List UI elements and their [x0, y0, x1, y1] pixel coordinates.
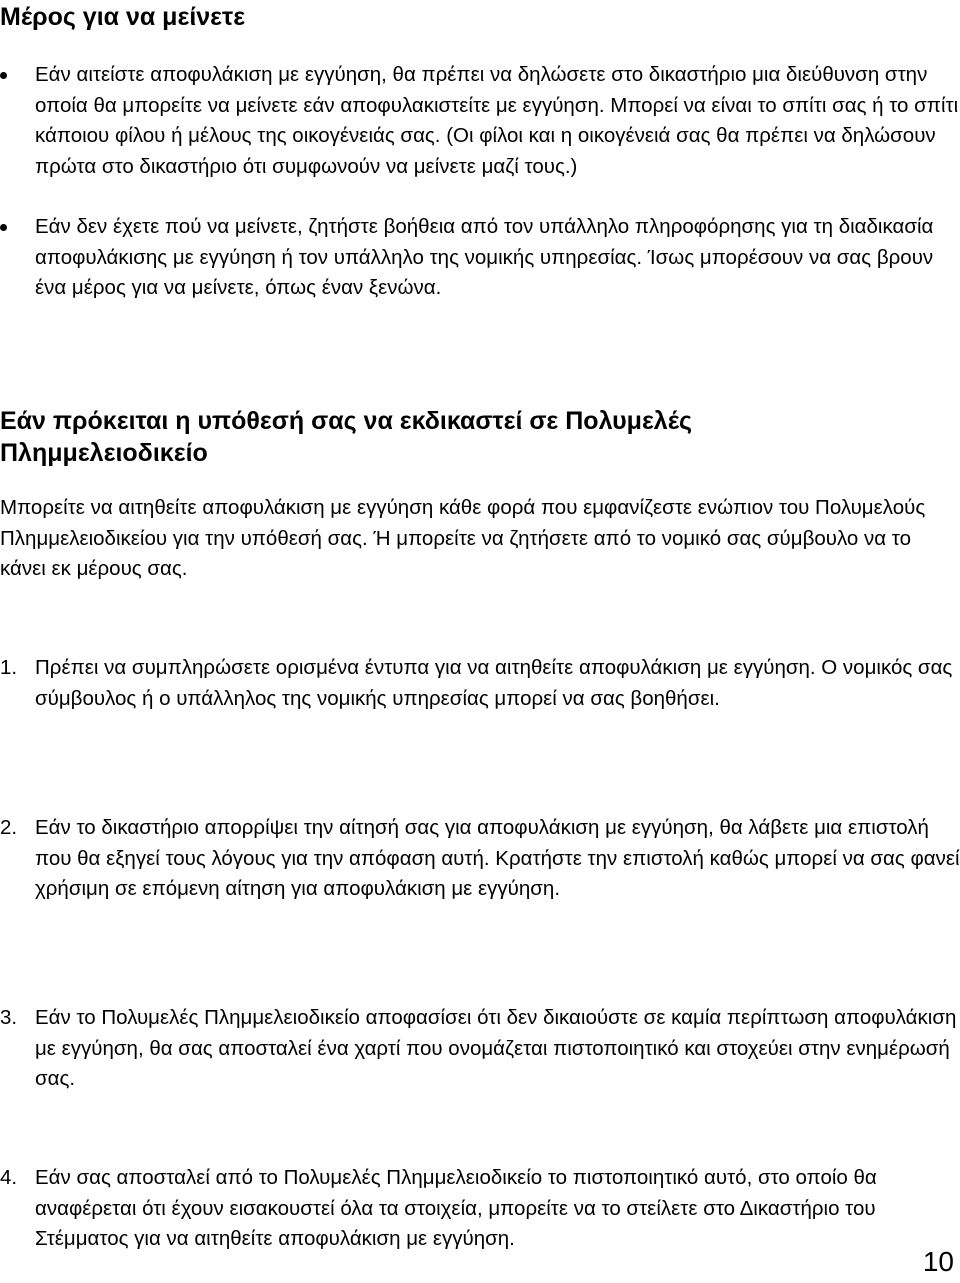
bullet-icon — [0, 224, 7, 231]
section-heading-crown-court: Εάν πρόκειται η υπόθεσή σας να εκδικαστεί σε Πολυμελές Πλημμελειοδικείο — [0, 407, 692, 467]
section-heading-place-to-stay: Μέρος για να μείνετε — [0, 3, 246, 31]
numbered-item — [0, 653, 960, 714]
bullet-item — [0, 60, 960, 182]
intro-paragraph: Μπορείτε να αιτηθείτε αποφυλάκιση με εγγύηση κάθε φορά που εμφανίζεστε ενώπιον του Πολυμελούς Πλημμελειοδικείου για την υπόθεσή σας. Ή μπορείτε να ζητήσετε από το νομικό σας σύμβουλο να το κάνει εκ μέρους σας. — [0, 496, 926, 580]
item-number: 4. — [0, 1166, 18, 1189]
numbered-item — [0, 1163, 960, 1255]
item-number: 2. — [0, 816, 18, 839]
numbered-item — [0, 813, 960, 905]
item-text: Εάν σας αποσταλεί από το Πολυμελές Πλημμελειοδικείο το πιστοποιητικό αυτό, στο οποίο θα αναφέρεται ότι έχουν εισακουστεί όλα τα στοιχεία, μπορείτε να το στείλετε στο Δικαστήριο του Στέμματος για να αιτηθείτε αποφυλάκιση με εγγύηση. — [35, 1166, 877, 1250]
item-number: 3. — [0, 1006, 18, 1029]
bullet-text: Εάν δεν έχετε πού να μείνετε, ζητήστε βοήθεια από τον υπάλληλο πληροφόρησης για τη διαδικασία αποφυλάκισης με εγγύηση ή τον υπάλληλο της νομικής υπηρεσίας. Ίσως μπορέσουν να σας βρουν ένα μέρος για να μείνετε, όπως έναν ξενώνα. — [35, 215, 934, 299]
item-text: Εάν το Πολυμελές Πλημμελειοδικείο αποφασίσει ότι δεν δικαιούστε σε καμία περίπτωση αποφυλάκιση με εγγύηση, θα σας αποσταλεί ένα χαρτί που ονομάζεται πιστοποιητικό και στοχεύει στην ενημέρωσή σας. — [35, 1006, 957, 1090]
bullet-item — [0, 212, 960, 304]
page-number: 10 — [922, 1246, 954, 1277]
item-text: Πρέπει να συμπληρώσετε ορισμένα έντυπα για να αιτηθείτε αποφυλάκιση με εγγύηση. Ο νομικός σας σύμβουλος ή ο υπάλληλος της νομικής υπηρεσίας μπορεί να σας βοηθήσει. — [35, 656, 953, 710]
numbered-item — [0, 1003, 960, 1095]
bullet-list — [0, 60, 960, 304]
bullet-text: Εάν αιτείστε αποφυλάκιση με εγγύηση, θα πρέπει να δηλώσετε στο δικαστήριο μια διεύθυνση στην οποία θα μπορείτε να μείνετε εάν αποφυλακιστείτε με εγγύηση. Μπορεί να είναι το σπίτι σας ή το σπίτι κάποιου φίλου ή μέλους της οικογένειάς σας. (Οι φίλοι και η οικογένειά σας θα πρέπει να δηλώσουν πρώτα στο δικαστήριο ότι συμφωνούν να μείνετε μαζί τους.) — [35, 63, 959, 178]
bullet-icon — [0, 72, 7, 79]
item-text: Εάν το δικαστήριο απορρίψει την αίτησή σας για αποφυλάκιση με εγγύηση, θα λάβετε μια επιστολή που θα εξηγεί τους λόγους για την απόφαση αυτή. Κρατήστε την επιστολή καθώς μπορεί να σας φανεί χρήσιμη σε επόμενη αίτηση για αποφυλάκιση με εγγύηση. — [35, 816, 960, 900]
item-number: 1. — [0, 656, 18, 679]
